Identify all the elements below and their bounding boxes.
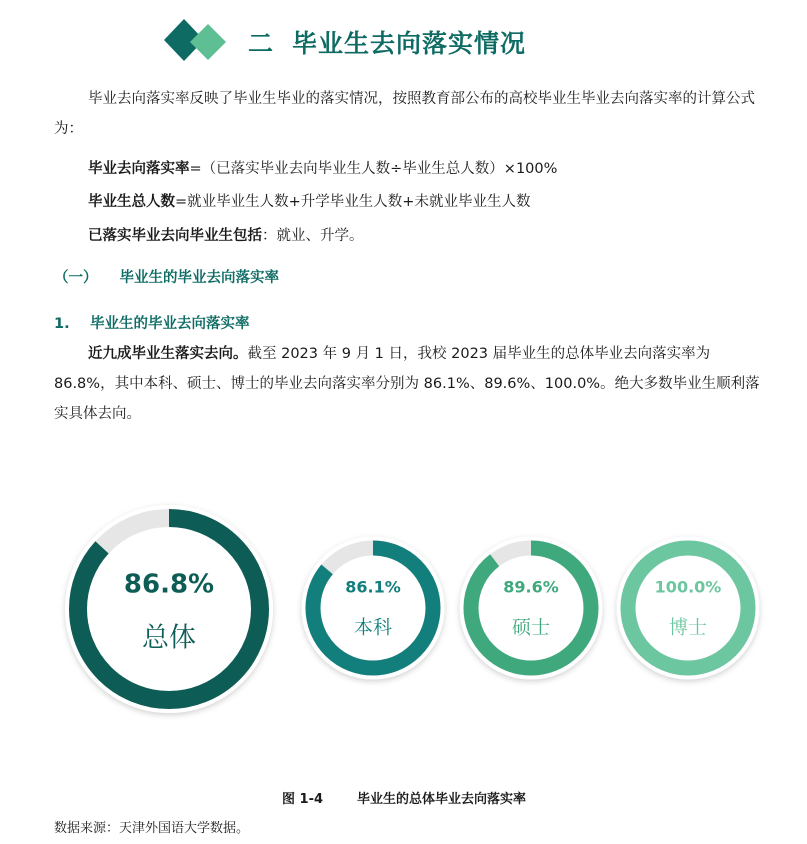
body-text: 截至 2023 年 9 月 1 日，我校 2023 届毕业生的总体毕业去向落实率为 86.8%，其中本科、硕士、博士的毕业去向落实率分别为 86.1%、89.6%、100.0%。绝大多数毕业生顺利落实具体去向。 <box>54 346 760 422</box>
formula-total-label: 毕业生总人数 <box>88 194 175 210</box>
formula-total-text: =就业毕业生人数+升学毕业生人数+未就业毕业生人数 <box>175 194 531 210</box>
chapter-header <box>0 18 807 68</box>
formula-rate <box>88 154 557 184</box>
formula-includes-label: 已落实毕业去向毕业生包括 <box>88 228 262 244</box>
donut-category-label: 博士 <box>668 616 708 639</box>
chapter-number: 二 <box>248 29 275 58</box>
donut-backdrop <box>460 537 603 680</box>
donut-backdrop <box>617 537 760 680</box>
donut-1 <box>65 505 273 713</box>
formula-includes <box>88 221 364 251</box>
donut-category-label: 本科 <box>353 616 393 639</box>
donut-4 <box>617 537 760 680</box>
donut-3 <box>460 537 603 680</box>
figure-number: 图 1-4 <box>282 792 324 807</box>
data-source: 数据来源：天津外国语大学数据。 <box>54 821 250 836</box>
donut-2 <box>302 537 445 680</box>
subsection-number: 1. <box>54 316 70 332</box>
donut-backdrop <box>302 537 445 680</box>
body-paragraph <box>54 339 774 429</box>
section-heading <box>54 266 279 287</box>
chapter-title-text: 毕业生去向落实情况 <box>292 29 527 58</box>
donut-value-label: 100.0% <box>654 577 722 597</box>
formula-rate-label: 毕业去向落实率 <box>88 161 190 177</box>
donut-backdrop <box>65 505 273 713</box>
donut-charts <box>0 490 807 730</box>
formula-includes-text: ：就业、升学。 <box>262 228 364 244</box>
donut-category-label: 总体 <box>142 622 196 654</box>
formula-total <box>88 187 530 217</box>
diamond-logo-icon <box>164 18 232 64</box>
donut-value-label: 89.6% <box>503 577 559 597</box>
intro-paragraph: 毕业去向落实率反映了毕业生毕业的落实情况，按照教育部公布的高校毕业生毕业去向落实率的计算公式为： <box>54 91 755 137</box>
donut-category-label: 硕士 <box>511 616 551 639</box>
section-title: 毕业生的毕业去向落实率 <box>119 270 279 286</box>
chapter-title <box>248 24 526 60</box>
figure-title: 毕业生的总体毕业去向落实率 <box>357 792 527 807</box>
formula-rate-text: =（已落实毕业去向毕业生人数÷毕业生总人数）×100% <box>189 161 558 177</box>
subsection-heading <box>54 312 250 333</box>
subsection-title: 毕业生的毕业去向落实率 <box>90 316 250 332</box>
donut-value-label: 86.1% <box>345 577 401 597</box>
figure-caption <box>282 788 526 807</box>
body-lead: 近九成毕业生落实去向。 <box>88 346 248 362</box>
donut-value-label: 86.8% <box>123 569 215 600</box>
section-number: （一） <box>54 270 98 286</box>
donut-chart-svg <box>0 490 807 730</box>
